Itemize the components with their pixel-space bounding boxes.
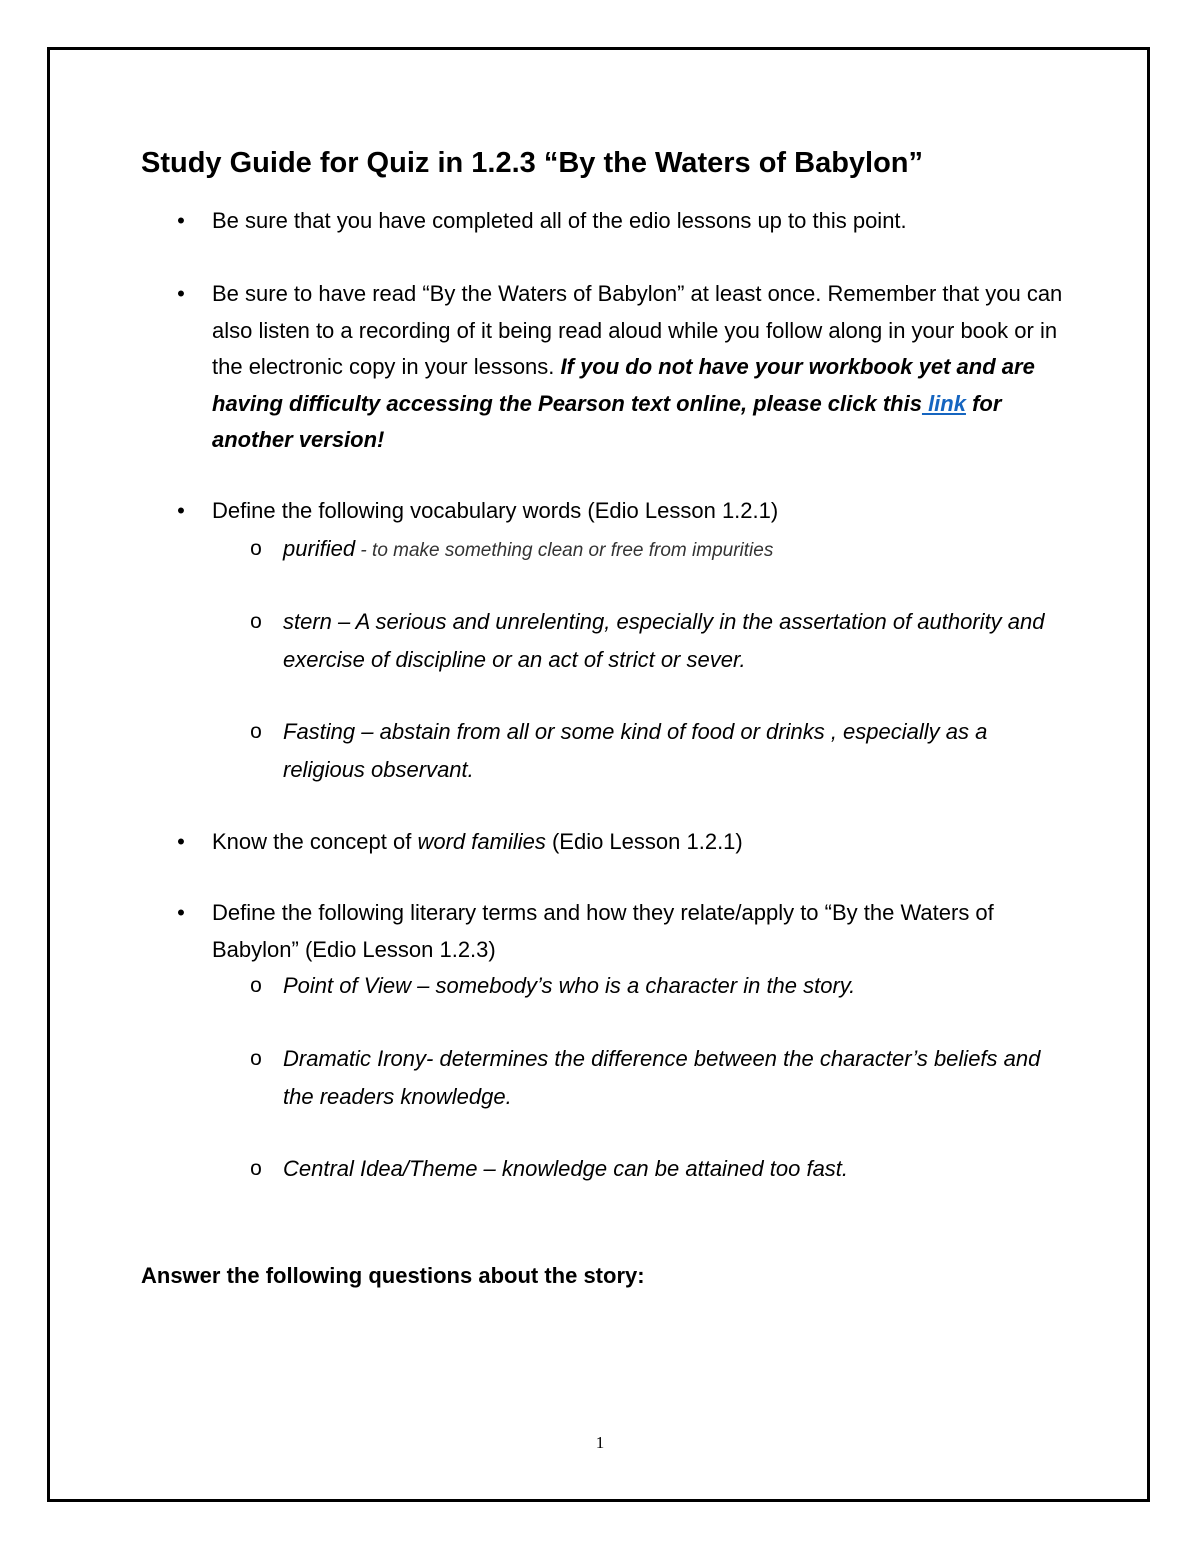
vocab-definition: – abstain from all or some kind of food or drinks , especially as a religious observant. bbox=[283, 719, 988, 782]
page-title: Study Guide for Quiz in 1.2.3 “By the Waters of Babylon” bbox=[141, 147, 924, 179]
sub-bullet-icon: o bbox=[250, 610, 262, 633]
sub-bullet-icon: o bbox=[250, 720, 262, 743]
sub-bullet-icon: o bbox=[250, 1047, 262, 1070]
literary-term-item: Central Idea/Theme – knowledge can be attained too fast. bbox=[283, 1156, 849, 1181]
word-families-before: Know the concept of bbox=[212, 829, 418, 854]
read-story-text: Be sure to have read “By the Waters of Babylon” at least once. Remember that you can also listen to a recording of it being read aloud while you follow along in your book or in the electronic copy in your lessons. bbox=[212, 281, 1063, 379]
bullet-vocabulary: Define the following vocabulary words (Edio Lesson 1.2.1) bbox=[212, 498, 779, 523]
vocab-definition: – A serious and unrelenting, especially in the assertation of authority and exercise of discipline or an act of strict or sever. bbox=[283, 609, 1045, 672]
vocab-item bbox=[283, 603, 1063, 678]
bullet-word-families bbox=[212, 824, 1072, 861]
vocab-term: Fasting bbox=[283, 719, 356, 744]
bullet-icon: • bbox=[177, 208, 185, 233]
bullet-read-story bbox=[212, 276, 1072, 459]
vocab-item bbox=[283, 713, 1063, 788]
word-families-after: (Edio Lesson 1.2.1) bbox=[545, 829, 743, 854]
vocab-term: purified bbox=[283, 536, 356, 561]
literary-term-item: Point of View – somebody’s who is a character in the story. bbox=[283, 973, 856, 998]
bullet-icon: • bbox=[177, 900, 185, 925]
bullet-icon: • bbox=[177, 281, 185, 306]
vocab-definition: - to make something clean or free from impurities bbox=[355, 540, 774, 561]
workbook-note-end: for another version! bbox=[212, 390, 1002, 452]
sub-bullet-icon: o bbox=[250, 974, 262, 997]
page-number: 1 bbox=[595, 1433, 605, 1452]
sub-bullet-icon: o bbox=[250, 537, 262, 560]
vocab-item bbox=[283, 530, 1063, 570]
bullet-literary-terms: Define the following literary terms and how they relate/apply to “By the Waters of Babylon” (Edio Lesson 1.2.3) bbox=[212, 900, 994, 962]
literary-term-item: Dramatic Irony- determines the difference between the character’s beliefs and the readers knowledge. bbox=[283, 1046, 1041, 1109]
sub-bullet-icon: o bbox=[250, 1157, 262, 1180]
workbook-note: If you do not have your workbook yet and are having difficulty accessing the Pearson text online, please click this bbox=[212, 354, 1035, 416]
vocab-term: stern bbox=[283, 609, 332, 634]
another-version-link[interactable]: link bbox=[921, 390, 966, 416]
bullet-icon: • bbox=[177, 498, 185, 523]
bullet-completed-lessons: Be sure that you have completed all of the edio lessons up to this point. bbox=[212, 208, 907, 233]
word-families-term: word families bbox=[417, 829, 546, 854]
answer-heading: Answer the following questions about the story: bbox=[141, 1263, 645, 1288]
bullet-icon: • bbox=[177, 829, 185, 854]
